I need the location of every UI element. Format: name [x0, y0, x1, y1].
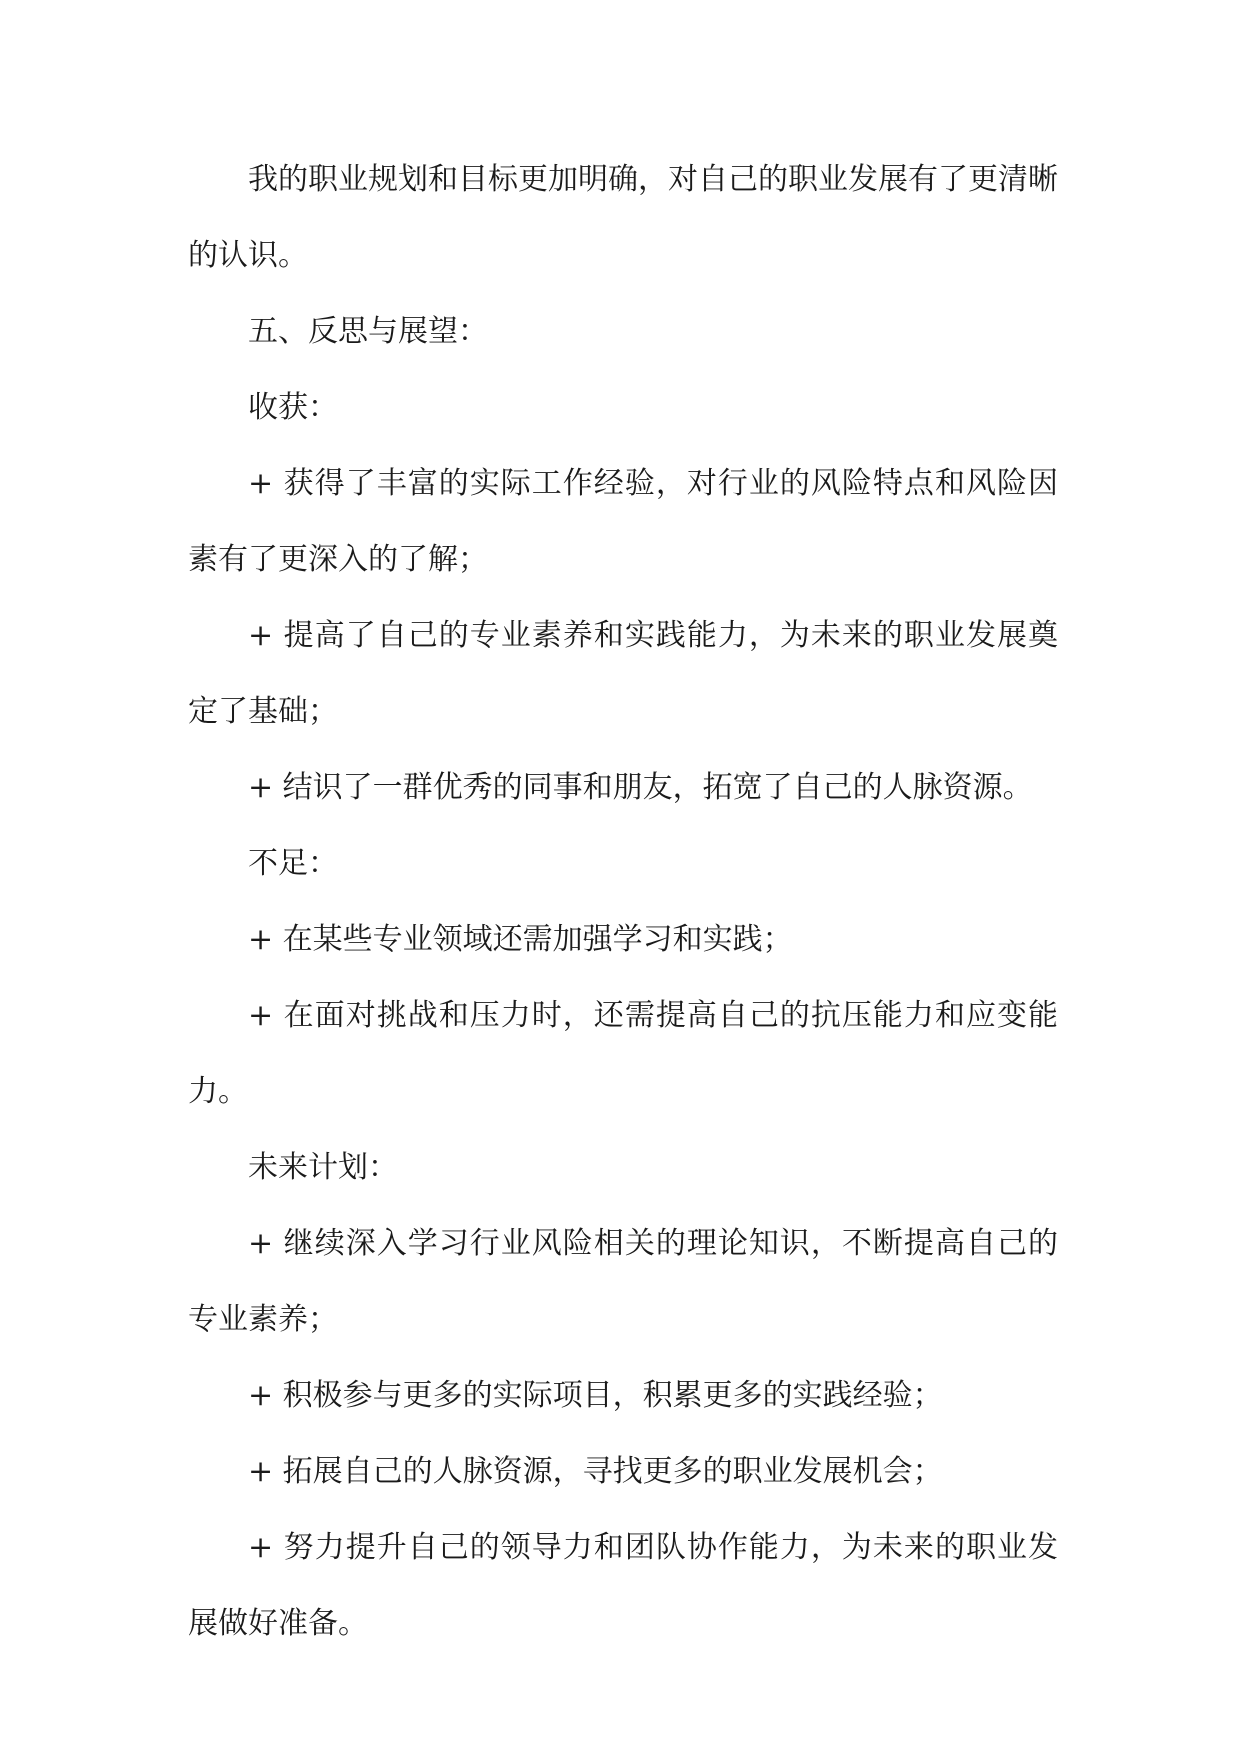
subheading-gains: 收获： — [248, 390, 338, 425]
subheading-future-plans: 未来计划： — [248, 1150, 398, 1185]
list-item: + 获得了丰富的实际工作经验，对行业的风险特点和风险因素有了更深入的了解； — [188, 466, 1058, 577]
list-item: + 继续深入学习行业风险相关的理论知识，不断提高自己的专业素养； — [188, 1226, 1058, 1337]
list-item: + 积极参与更多的实际项目，积累更多的实践经验； — [248, 1378, 943, 1413]
list-item: + 在某些专业领域还需加强学习和实践； — [248, 922, 793, 957]
document-body — [188, 142, 1058, 1662]
subheading-shortcomings: 不足： — [248, 846, 338, 881]
list-item: + 努力提升自己的领导力和团队协作能力，为未来的职业发展做好准备。 — [188, 1530, 1058, 1641]
list-item: + 结识了一群优秀的同事和朋友，拓宽了自己的人脉资源。 — [248, 770, 1033, 805]
list-item: + 拓展自己的人脉资源，寻找更多的职业发展机会； — [248, 1454, 943, 1489]
paragraph-career-goal: 我的职业规划和目标更加明确，对自己的职业发展有了更清晰的认识。 — [188, 162, 1058, 273]
list-item: + 在面对挑战和压力时，还需提高自己的抗压能力和应变能力。 — [188, 998, 1058, 1109]
section-heading-reflection: 五、反思与展望： — [248, 314, 488, 349]
list-item: + 提高了自己的专业素养和实践能力，为未来的职业发展奠定了基础； — [188, 618, 1058, 729]
